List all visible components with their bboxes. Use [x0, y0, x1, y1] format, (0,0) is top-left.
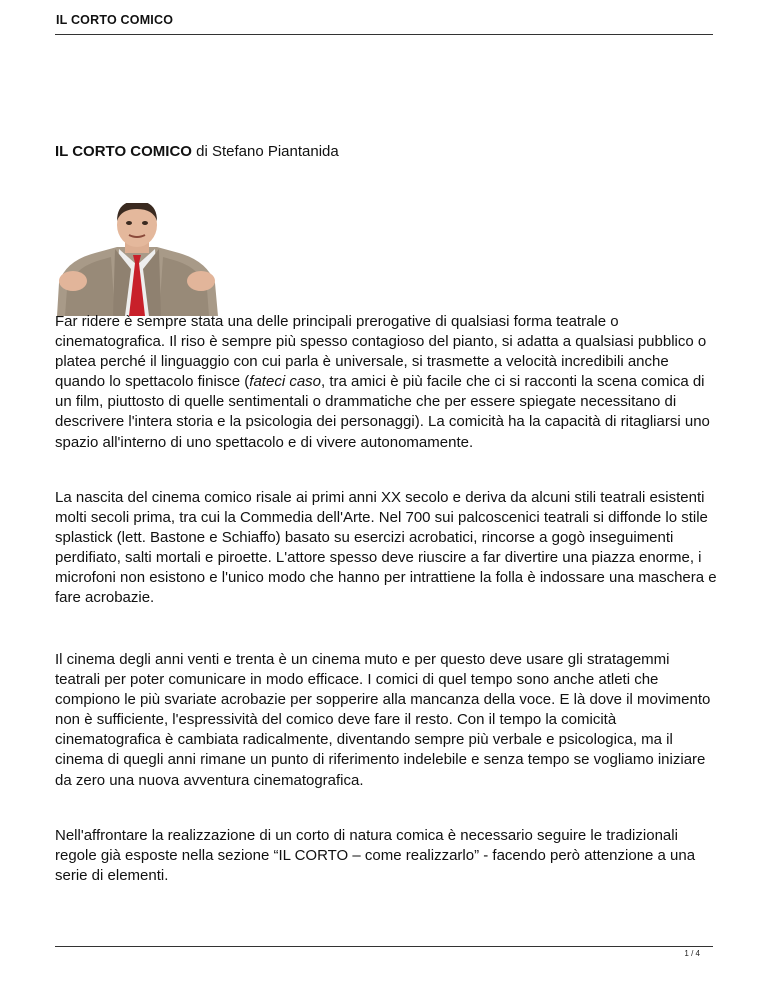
paragraph-1-italic: fateci caso: [249, 373, 322, 391]
paragraph-1: [55, 312, 717, 453]
page-footer: [55, 946, 713, 958]
article-title: [55, 143, 339, 160]
paragraph-1-part-1: Far ridere è sempre stata una delle principali prerogative di qualsiasi forma teatrale o cinematografica. Il riso è sempre più spesso contagioso del pianto, si adatta a qualsiasi pubblico o platea perché il linguaggio con cui parla è universale, si trasmette a velocità incredibili anche quando lo spettacolo finisce (: [55, 313, 707, 391]
article-author: di Stefano Piantanida: [191, 143, 339, 160]
paragraph-2: La nascita del cinema comico risale ai primi anni XX secolo e deriva da alcuni stili teatrali esistenti molti secoli prima, tra cui la Commedia dell'Arte. Nel 700 sui palcoscenici teatrali si diffonde lo stile splastick (lett. Bastone e Schiaffo) basato su esercizi acrobatici, rincorse a gogò inseguimenti perdifiato, salti mortali e piroette. L'attore spesso deve riuscire a far divertire una piazza enorme, i microfoni non esistono e l'unico modo che hanno per intrattiene la folla è indossare una maschera e fare acrobazie.: [55, 489, 717, 607]
paragraph-3: Il cinema degli anni venti e trenta è un cinema muto e per questo deve usare gli stratagemmi teatrali per poter comunicare in modo efficace. I comici di quel tempo sono anche atleti che compiono le più svariate acrobazie per sopperire alla mancanza della voce. E là dove il movimento non è sufficiente, l'espressività del comico deve fare il resto. Con il tempo la comicità cinematografica è cambiata radicalmente, diventando sempre più verbale e psicologica, ma il cinema di quegli anni rimane un punto di riferimento indelebile e senza tempo se vogliamo iniziare da zero una nuova avventura cinematografica.: [55, 651, 711, 789]
comedian-photo-illustration: [55, 203, 219, 316]
paragraph-4: Nell'affrontare la realizzazione di un corto di natura comica è necessario seguire le tradizionali regole già esposte nella sezione “IL CORTO – come realizzarlo” - facendo però attenzione a una serie di elementi.: [55, 827, 696, 885]
article-title-bold: IL CORTO COMICO: [55, 143, 192, 160]
comedian-photo: [55, 203, 219, 316]
page-header: [55, 10, 713, 35]
page-number: 1 / 4: [684, 949, 700, 958]
paragraph-1-part-2: , tra amici è più facile che ci si racconti la scena comica di un film, piuttosto di quelle sentimentali o drammatiche che per essere spiegate necessitano di descrivere l'intera storia e la psicologia dei personaggi). La comicità ha la capacità di ritagliarsi uno spazio all'interno di uno spettacolo e di vivere autonomamente.: [55, 373, 710, 451]
running-title: IL CORTO COMICO: [56, 13, 174, 27]
